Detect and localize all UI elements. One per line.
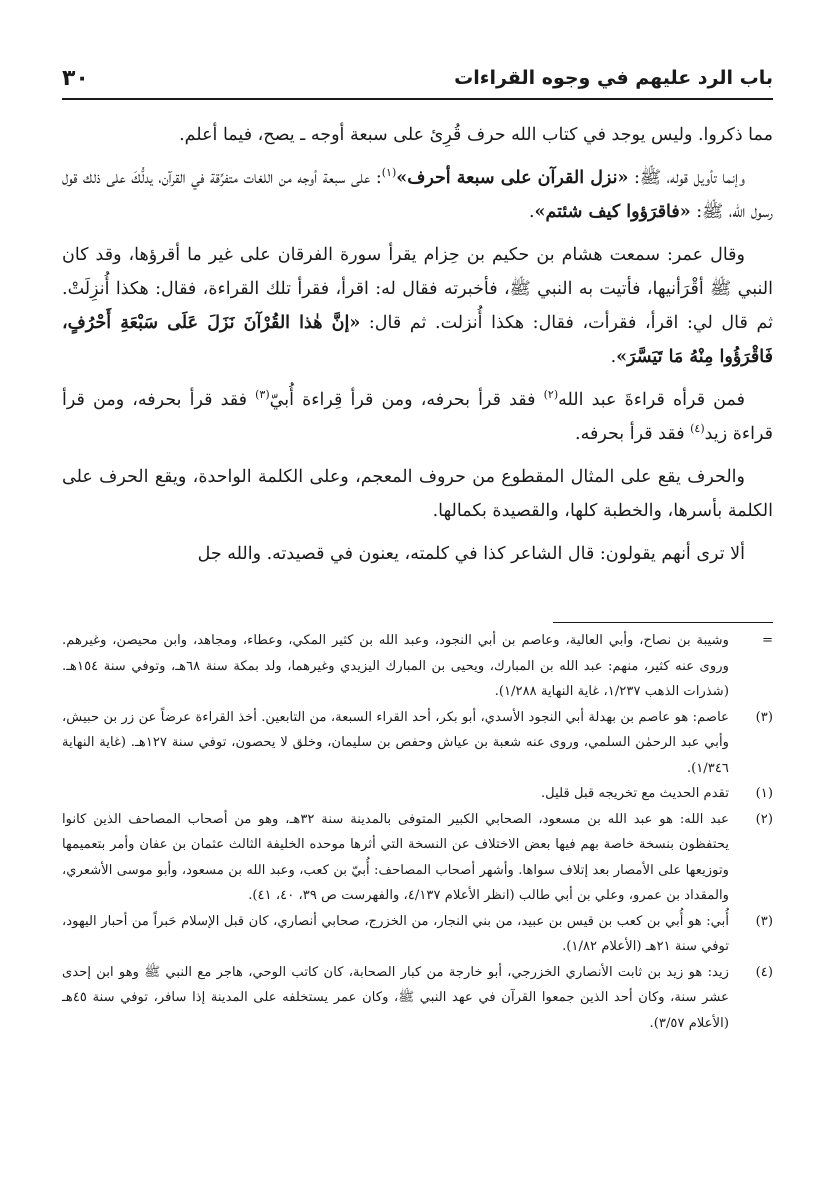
punctuation: .: [528, 202, 535, 222]
paragraph-6: ألا ترى أنهم يقولون: قال الشاعر كذا في كلمته، يعنون في قصيدته. والله جل: [197, 544, 745, 564]
paragraph-2: [62, 161, 773, 229]
hadith-quote: «إنَّ هٰذا القُرْآنَ نَزَلَ عَلَى سَبْعَةِ أَحْرُفٍ، فَاقْرَؤُوا مِنْهُ مَا تَيَسَّرَ»: [62, 313, 773, 367]
footnote-divider: [553, 622, 773, 623]
footnote-item: [62, 960, 773, 1037]
paragraph-1: مما ذكروا. وليس يوجد في كتاب الله حرف قُرِئ على سبعة أوجه ـ يصح، فيما أعلم.: [179, 125, 773, 145]
footnote-item: [62, 705, 773, 782]
punctuation: .: [610, 347, 617, 367]
footnote-text: زيد: هو زيد بن ثابت الأنصاري الخزرجي، أبو خارجة من كبار الصحابة، كان كاتب الوحي، هاجر مع النبي ﷺ وهو ابن إحدى عشر سنة، وكان أحد الذين جمعوا القرآن في عهد النبي ﷺ، وكان عمر يستخلفه على المدينة إذا سافر، توفي سنة ٤٥هـ (الأعلام ٣/٥٧).: [62, 964, 730, 1031]
footnote-ref[interactable]: (١): [381, 166, 397, 180]
footnote-ref[interactable]: (٢): [543, 388, 559, 402]
paragraph-2-text: : على سبعة أوجه من اللغات متفرِّقة في القرآن، يدلُّكَ على ذلك قول رسول الله، ﷺ:: [62, 168, 773, 222]
footnote-number: =: [761, 633, 773, 648]
footnote-number: (١): [755, 786, 773, 801]
footnote-number: (٣): [755, 913, 773, 929]
page-number: ٣٠: [62, 65, 89, 91]
hadith-quote: «نزل القرآن على سبعة أحرف»: [396, 168, 629, 188]
footnote-number: (٢): [755, 811, 773, 827]
footnote-item: [62, 781, 773, 807]
paragraph-4-text: فقد قرأ بحرفه.: [575, 424, 691, 444]
footnote-item: [62, 909, 773, 960]
paragraph-4: [62, 383, 773, 451]
footnote-text: عبد الله: هو عبد الله بن مسعود، الصحابي الكبير المتوفى بالمدينة سنة ٣٢هـ، وهو من أصحاب المصاحف الذين كانوا يحتفظون بنسخة خاصة بهم فيها بعض الاختلاف عن النسخة التي أثرها موحده الخليفة الثالث عثمان بن عفان وأمر بتعميمها وتوزيعها على الأمصار بعد إتلاف سواها. وأشهر أصحاب المصاحف: أُبيّ بن كعب، وعبد الله بن مسعود، وأبو موسى الأشعري، والمقداد بن عمرو، وعلي بن أبي طالب (انظر الأعلام ٤/١٣٧، والفهرست ص ٣٩، ٤٠، ٤١).: [62, 811, 730, 903]
footnote-item: [62, 807, 773, 909]
hadith-quote: «فاقرَؤوا كيف شئتم»: [534, 202, 691, 222]
footnote-text: أُبي: هو أُبي بن كعب بن قيس بن عبيد، من بني النجار، من الخزرج، صحابي أنصاري، كان قبل الإسلام حَبراً من أحبار اليهود، توفي سنة ٢١هـ (الأعلام ١/٨٢).: [62, 913, 729, 954]
footnote-item: [62, 628, 773, 705]
running-title: باب الرد عليهم في وجوه القراءات: [454, 67, 773, 89]
footnote-number: (٤): [755, 964, 773, 980]
main-text: [62, 118, 773, 580]
page-header: [62, 58, 773, 100]
paragraph-4-text: فقد قرأ بحرفه، ومن قرأ قِراءة أُبيّ: [269, 390, 544, 410]
paragraph-3: [62, 238, 773, 374]
footnote-text: عاصم: هو عاصم بن بهدلة أبي النجود الأسدي، أبو بكر، أحد القراء السبعة، من التابعين. أخذ القراءة عرضاً عن زر بن حبيش، وأبي عبد الرحمٰن السلمي، وروى عنه شعبة بن عياش وحفص بن سليمان، وخلق لا يحصون، توفي سنة ١٢٧هـ. (غاية النهاية ١/٣٤٦).: [62, 709, 729, 776]
paragraph-4-text: فقد قرأ بحرفه، ومن قرأ قراءة زيد: [62, 390, 773, 444]
paragraph-2-text: وإنما تأويل قوله، ﷺ:: [628, 168, 745, 188]
footnotes: [62, 628, 773, 1036]
footnote-number: (٣): [755, 709, 773, 725]
paragraph-5: والحرف يقع على المثال المقطوع من حروف المعجم، وعلى الكلمة الواحدة، ويقع الحرف على الكلمة بأسرها، والخطبة كلها، والقصيدة بكمالها.: [62, 467, 773, 521]
footnote-text: تقدم الحديث مع تخريجه قبل قليل.: [540, 786, 729, 801]
footnote-ref[interactable]: (٤): [690, 422, 705, 436]
footnote-ref[interactable]: (٣): [255, 388, 270, 402]
paragraph-4-text: فمن قرأه قراءةَ عبد الله: [558, 390, 745, 410]
paragraph-3-text: وقال عمر: سمعت هشام بن حكيم بن حِزام يقرأ سورة الفرقان على غير ما أقرؤها، وقد كان النبي ﷺ أقْرَأنيها، فأتيت به النبي ﷺ، فأخبرته فقال له: اقرأ، فقرأ تلك القراءة، فقال: هكذا أُنزِلَتْ. ثم قال لي: اقرأ، فقرأت، فقال: هكذا أُنزلت. ثم قال:: [62, 245, 773, 333]
footnote-text: وشيبة بن نصاح، وأبي العالية، وعاصم بن أبي النجود، وعبد الله بن كثير المكي، وعطاء، ومجاهد، وابن محيصن، وغيرهم. وروى عنه كثير، منهم: عبد الله بن المبارك، ويحيى بن المبارك اليزيدي وغيرهما، ولد بمكة سنة ٦٨هـ، وتوفي سنة ١٥٤هـ. (شذرات الذهب ١/٢٣٧، غاية النهاية ١/٢٨٨).: [62, 633, 729, 699]
